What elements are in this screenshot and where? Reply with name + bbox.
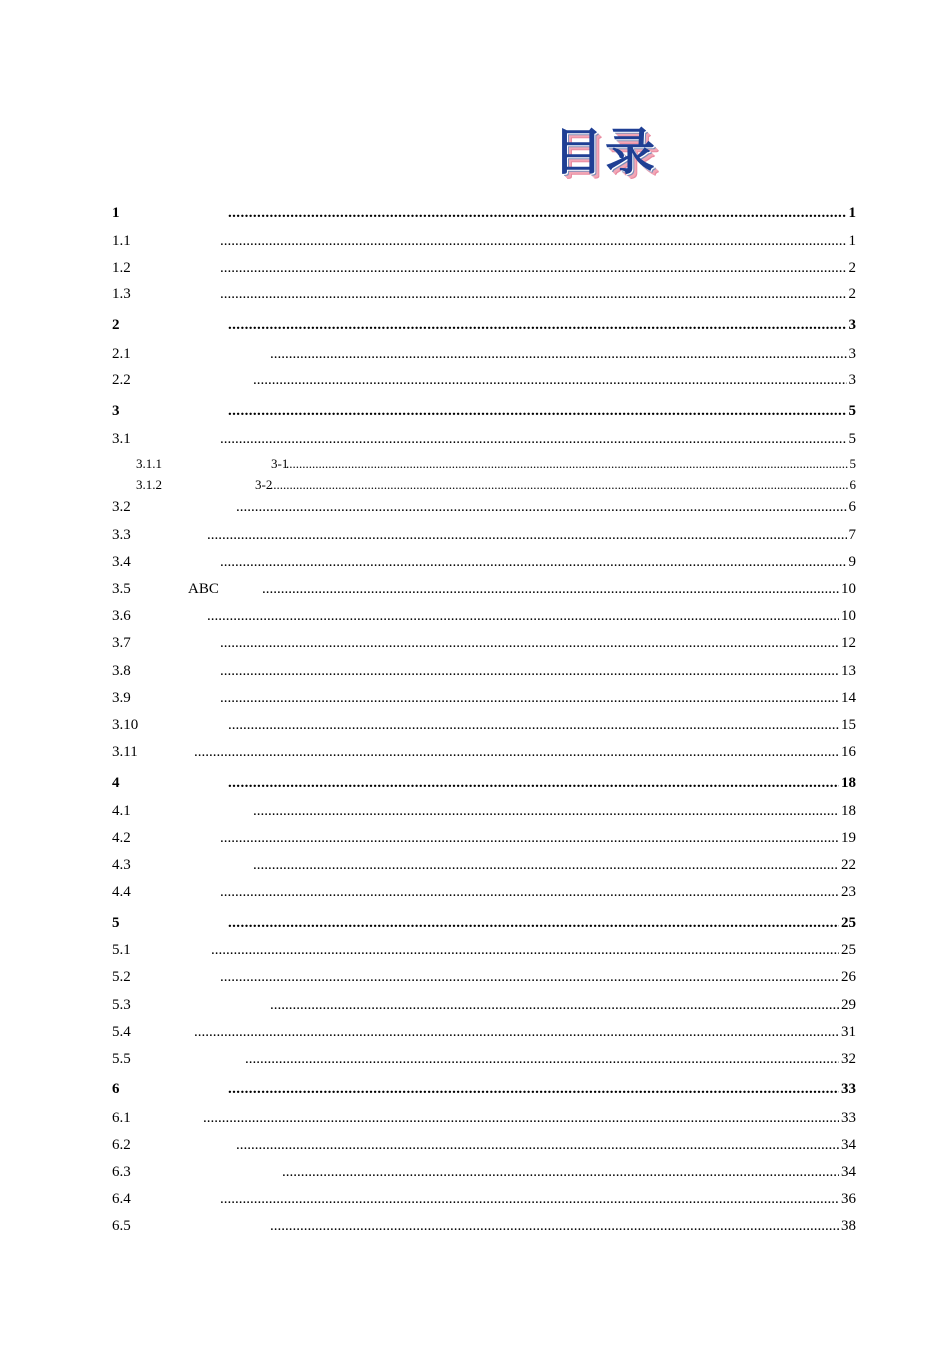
toc-entry-number: 5.2 — [112, 969, 131, 985]
toc-entry-number: 4.4 — [112, 884, 131, 900]
toc-entry[interactable] — [112, 316, 856, 334]
toc-entry-number: 6.3 — [112, 1164, 131, 1180]
toc-dot-leader — [253, 371, 847, 389]
toc-dot-leader — [211, 941, 839, 959]
toc-entry-page: 25 — [841, 915, 856, 931]
toc-entry-number: 6.4 — [112, 1191, 131, 1207]
toc-dot-leader — [203, 1109, 839, 1127]
toc-entry[interactable] — [112, 402, 856, 420]
toc-dot-leader — [270, 996, 839, 1014]
toc-entry[interactable] — [112, 607, 856, 625]
toc-dot-leader — [228, 716, 839, 734]
toc-entry-page: 26 — [841, 969, 856, 985]
toc-entry-number: 3.2 — [112, 499, 131, 515]
toc-dot-leader — [270, 345, 847, 363]
toc-entry[interactable] — [112, 1050, 856, 1068]
toc-entry-number: 6.1 — [112, 1110, 131, 1126]
toc-entry-page: 15 — [841, 717, 856, 733]
toc-dot-leader — [220, 1190, 839, 1208]
toc-entry-page: 36 — [841, 1191, 856, 1207]
toc-dot-leader — [236, 1136, 839, 1154]
toc-dot-leader — [228, 774, 839, 792]
toc-entry[interactable] — [112, 259, 856, 277]
toc-entry[interactable] — [112, 941, 856, 959]
toc-dot-leader — [228, 1080, 839, 1098]
toc-entry-number: 4.2 — [112, 830, 131, 846]
toc-dot-leader — [207, 526, 847, 544]
toc-entry-number: 6 — [112, 1081, 120, 1097]
toc-entry-page: 10 — [841, 581, 856, 597]
toc-entry[interactable] — [112, 996, 856, 1014]
toc-entry-number: 1.3 — [112, 286, 131, 302]
toc-dot-leader — [286, 455, 848, 473]
toc-entry[interactable] — [112, 553, 856, 571]
toc-entry[interactable] — [112, 1080, 856, 1098]
toc-entry[interactable] — [112, 1136, 856, 1154]
toc-entry[interactable] — [112, 662, 856, 680]
toc-entry[interactable] — [112, 232, 856, 250]
toc-dot-leader — [228, 914, 839, 932]
toc-entry-page: 5 — [848, 431, 856, 447]
toc-entry[interactable] — [112, 968, 856, 986]
toc-entry[interactable] — [112, 285, 856, 303]
toc-dot-leader — [220, 285, 847, 303]
toc-entry[interactable] — [112, 1023, 856, 1041]
toc-entry-page: 1 — [848, 205, 856, 221]
toc-entry[interactable] — [112, 371, 856, 389]
toc-entry[interactable] — [112, 580, 856, 598]
toc-entry-page: 18 — [841, 775, 856, 791]
toc-entry-number: 5.1 — [112, 942, 131, 958]
toc-entry[interactable] — [112, 743, 856, 761]
toc-entry-page: 33 — [841, 1081, 856, 1097]
toc-entry[interactable] — [112, 802, 856, 820]
toc-entry-page: 6 — [849, 477, 856, 492]
toc-entry-page: 5 — [848, 403, 856, 419]
toc-dot-leader — [228, 204, 847, 222]
toc-entry-number: 3.3 — [112, 527, 131, 543]
toc-entry-page: 22 — [841, 857, 856, 873]
toc-entry-page: 5 — [849, 456, 856, 471]
toc-entry-page: 7 — [848, 527, 856, 543]
toc-entry-number: 1.1 — [112, 233, 131, 249]
toc-dot-leader — [236, 498, 847, 516]
toc-entry-page: 34 — [841, 1137, 856, 1153]
toc-entry[interactable] — [112, 774, 856, 792]
toc-entry-number: 4 — [112, 775, 120, 791]
toc-entry-number: 6.2 — [112, 1137, 131, 1153]
toc-entry-page: 3 — [848, 346, 856, 362]
toc-dot-leader — [253, 802, 839, 820]
toc-entry-page: 25 — [841, 942, 856, 958]
toc-entry[interactable] — [112, 634, 856, 652]
toc-entry[interactable] — [112, 204, 856, 222]
toc-dot-leader — [262, 580, 839, 598]
toc-entry-number: 3.9 — [112, 690, 131, 706]
toc-dot-leader — [220, 430, 847, 448]
toc-entry-page: 2 — [848, 260, 856, 276]
toc-dot-leader — [220, 634, 839, 652]
toc-entry[interactable] — [112, 430, 856, 448]
toc-entry[interactable] — [112, 345, 856, 363]
toc-dot-leader — [220, 689, 839, 707]
toc-entry-page: 1 — [848, 233, 856, 249]
toc-entry-number: 1 — [112, 205, 120, 221]
toc-dot-leader — [220, 662, 839, 680]
toc-dot-leader — [270, 1217, 839, 1235]
toc-dot-leader — [194, 743, 839, 761]
toc-entry-page: 3 — [848, 372, 856, 388]
toc-entry-page: 34 — [841, 1164, 856, 1180]
toc-entry[interactable] — [112, 914, 856, 932]
toc-entry[interactable] — [112, 1109, 856, 1127]
toc-entry-number: 5 — [112, 915, 120, 931]
toc-entry-number: 3.4 — [112, 554, 131, 570]
toc-entry[interactable] — [112, 1163, 856, 1181]
toc-entry-page: 18 — [841, 803, 856, 819]
toc-entry-number: 6.5 — [112, 1218, 131, 1234]
toc-dot-leader — [220, 259, 847, 277]
toc-entry-number: 2.1 — [112, 346, 131, 362]
toc-entry-number: 3.8 — [112, 663, 131, 679]
toc-entry[interactable] — [112, 856, 856, 874]
toc-dot-leader — [220, 829, 839, 847]
toc-entry[interactable] — [112, 716, 856, 734]
toc-entry[interactable] — [112, 526, 856, 544]
toc-entry-number: 2.2 — [112, 372, 131, 388]
toc-entry-number: 3 — [112, 403, 120, 419]
toc-entry-label: 3-1 — [271, 456, 289, 471]
toc-entry[interactable] — [112, 689, 856, 707]
toc-dot-leader — [253, 856, 839, 874]
toc-entry-page: 23 — [841, 884, 856, 900]
toc-dot-leader — [207, 607, 839, 625]
toc-entry[interactable] — [112, 883, 856, 901]
toc-entry[interactable] — [112, 1217, 856, 1235]
toc-entry-number: 3.11 — [112, 744, 138, 760]
page-title: 目录 — [553, 123, 657, 181]
toc-entry-page: 2 — [848, 286, 856, 302]
toc-entry-number: 3.1.2 — [136, 477, 162, 492]
toc-entry-number: 3.10 — [112, 717, 139, 733]
toc-entry[interactable] — [112, 1190, 856, 1208]
toc-entry-page: 9 — [848, 554, 856, 570]
toc-entry-number: 2 — [112, 317, 120, 333]
toc-entry-page: 6 — [848, 499, 856, 515]
toc-entry-number: 4.1 — [112, 803, 131, 819]
toc-entry-number: 3.6 — [112, 608, 131, 624]
toc-entry[interactable] — [136, 476, 856, 494]
toc-dot-leader — [228, 402, 847, 420]
toc-entry-page: 16 — [841, 744, 856, 760]
toc-entry-page: 3 — [848, 317, 856, 333]
toc-entry-page: 12 — [841, 635, 856, 651]
toc-entry-number: 3.1 — [112, 431, 131, 447]
toc-entry-number: 4.3 — [112, 857, 131, 873]
toc-dot-leader — [220, 553, 847, 571]
toc-dot-leader — [228, 316, 847, 334]
toc-entry-number: 5.4 — [112, 1024, 131, 1040]
toc-dot-leader — [194, 1023, 839, 1041]
toc-entry-number: 3.5 — [112, 581, 131, 597]
toc-entry-number: 5.5 — [112, 1051, 131, 1067]
toc-dot-leader — [220, 968, 839, 986]
toc-entry-page: 29 — [841, 997, 856, 1013]
toc-entry-page: 10 — [841, 608, 856, 624]
toc-entry-number: 3.7 — [112, 635, 131, 651]
toc-entry[interactable] — [136, 455, 856, 473]
toc-entry-page: 38 — [841, 1218, 856, 1234]
toc-entry-number: 1.2 — [112, 260, 131, 276]
toc-entry-number: 3.1.1 — [136, 456, 162, 471]
toc-dot-leader — [282, 1163, 839, 1181]
toc-dot-leader — [270, 476, 848, 494]
toc-dot-leader — [220, 883, 839, 901]
toc-dot-leader — [220, 232, 847, 250]
toc-entry-page: 33 — [841, 1110, 856, 1126]
toc-entry-page: 32 — [841, 1051, 856, 1067]
toc-entry[interactable] — [112, 829, 856, 847]
toc-entry-number: 5.3 — [112, 997, 131, 1013]
toc-entry-page: 31 — [841, 1024, 856, 1040]
toc-entry-label: 3-2 — [255, 477, 273, 492]
toc-entry-page: 14 — [841, 690, 856, 706]
toc-entry-page: 19 — [841, 830, 856, 846]
toc-entry[interactable] — [112, 498, 856, 516]
toc-entry-label: ABC — [188, 581, 219, 597]
toc-dot-leader — [245, 1050, 839, 1068]
toc-entry-page: 13 — [841, 663, 856, 679]
